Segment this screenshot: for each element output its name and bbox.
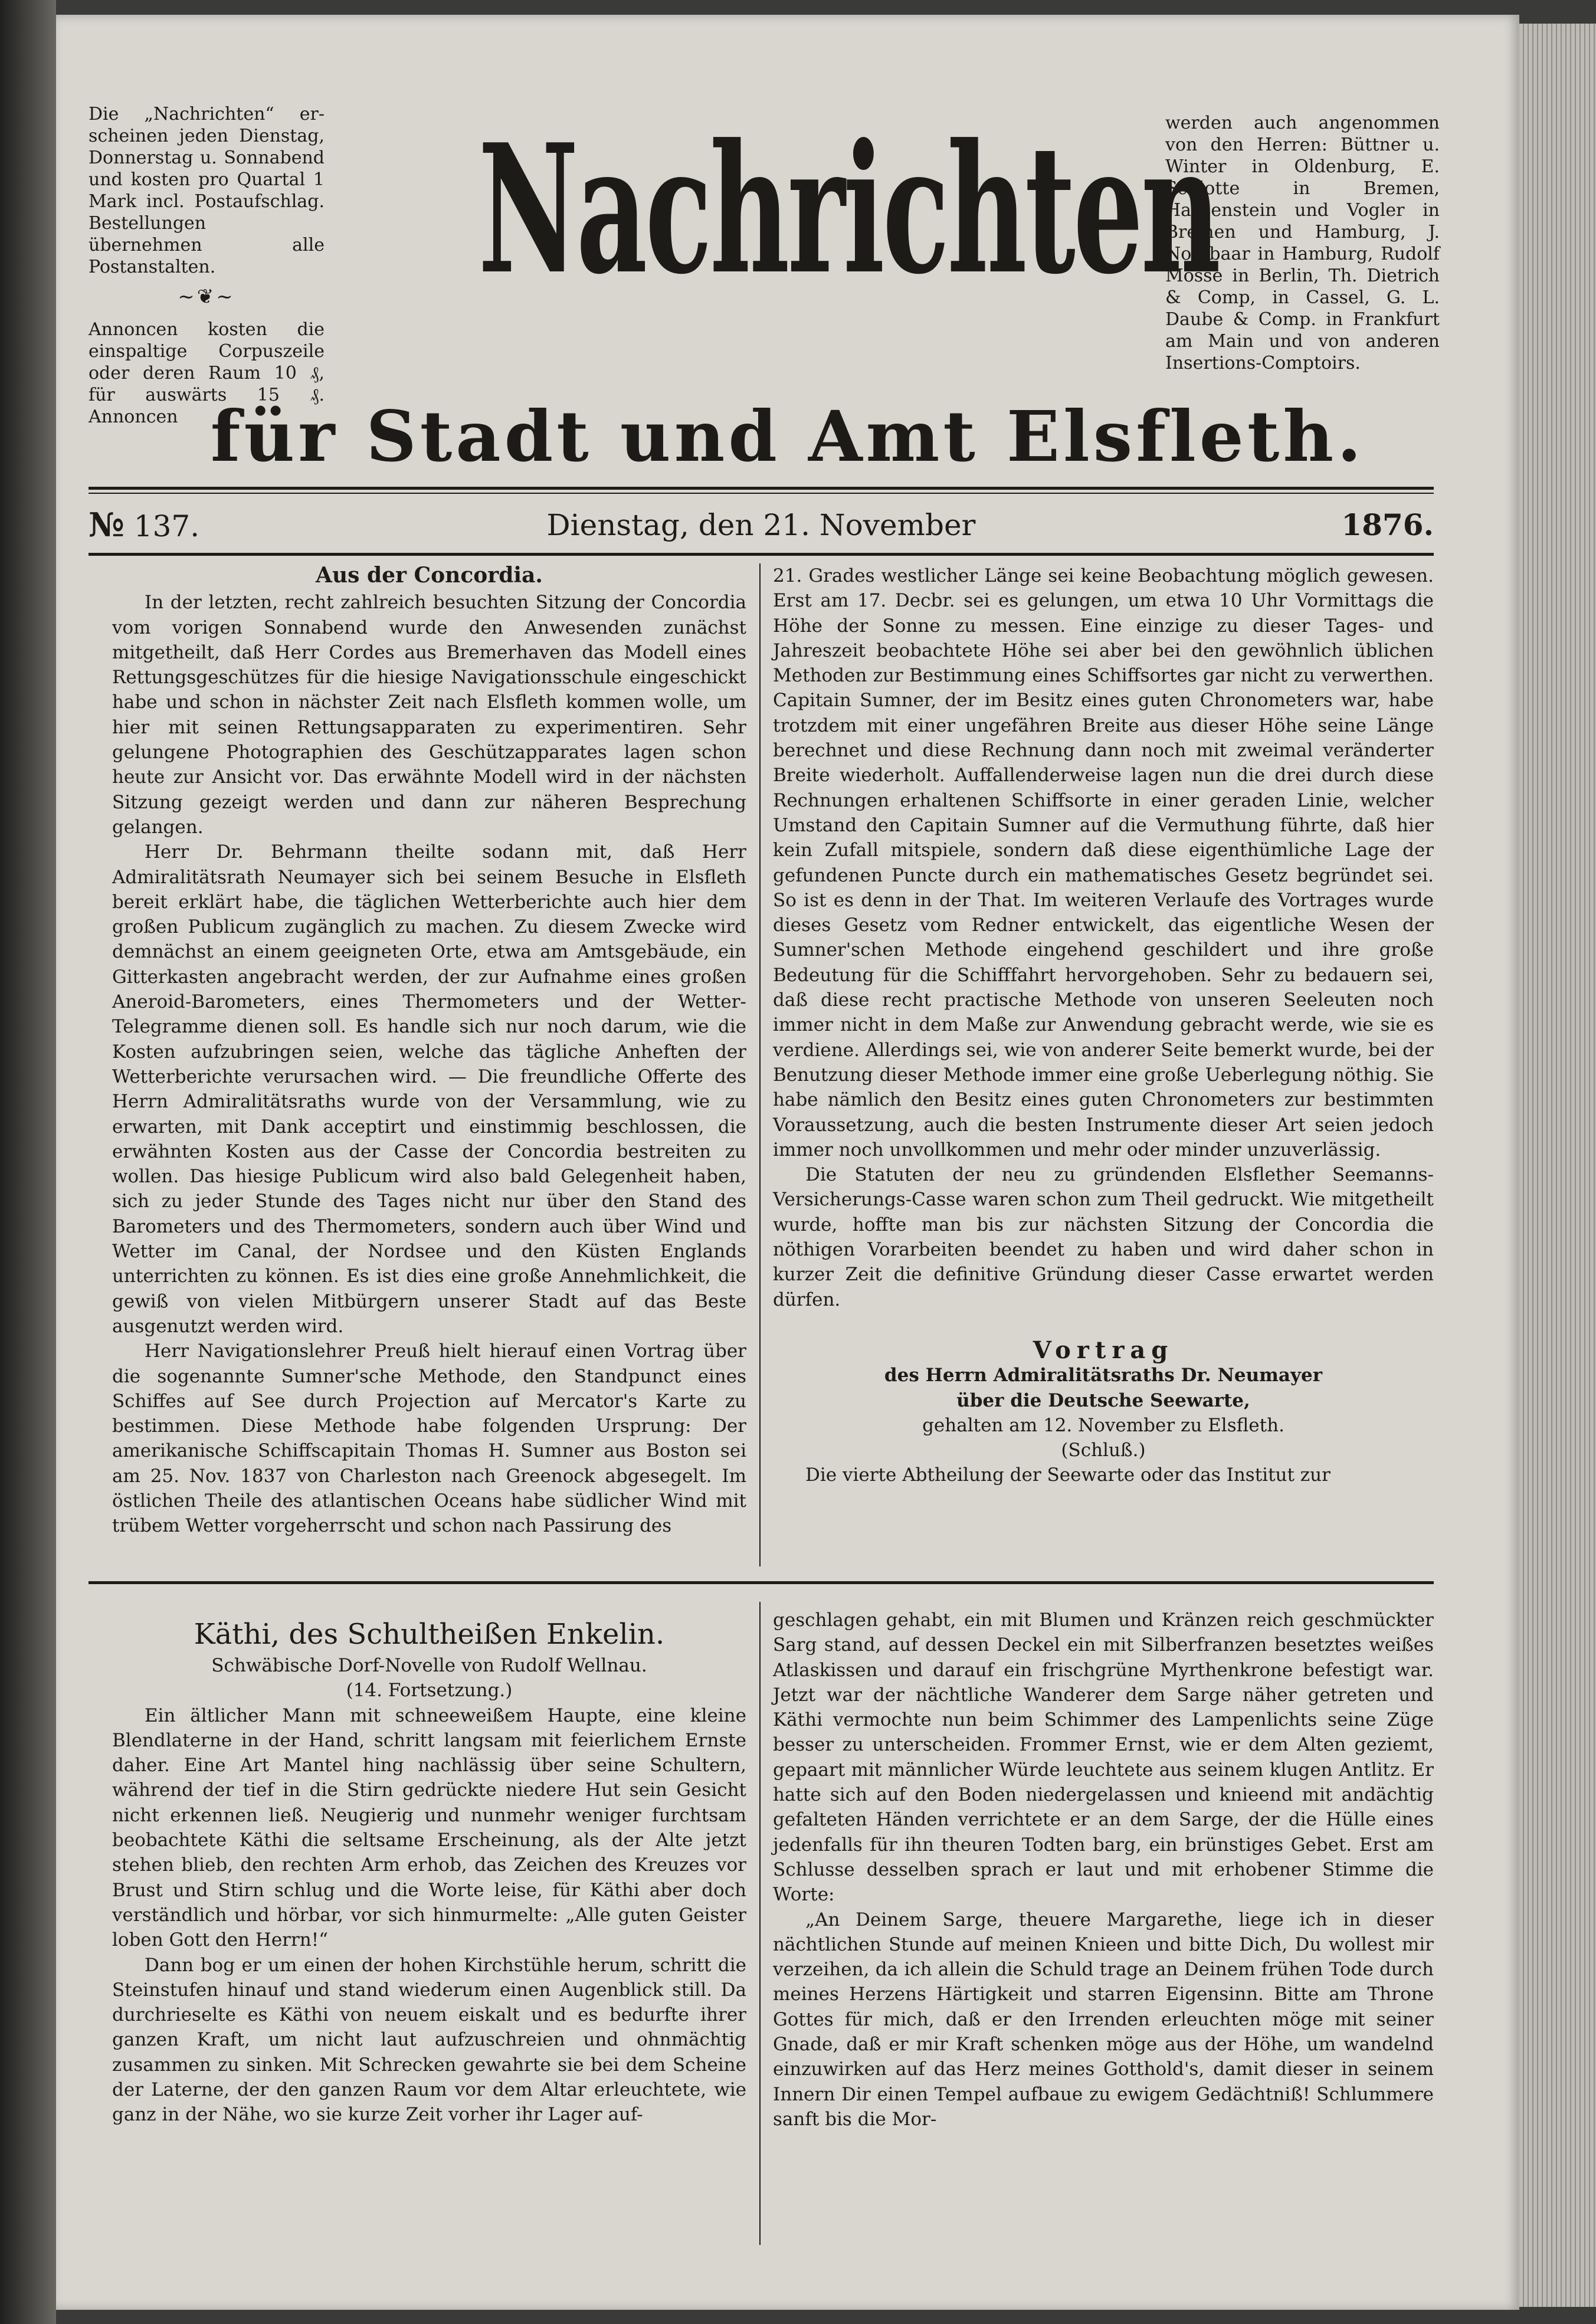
column-divider-bottom — [759, 1602, 761, 2245]
story-paragraph: Ein ältlicher Mann mit schneeweißem Haupte, eine kleine Blendlaterne in der Hand, schritt langsam mit feierlichem Ernste daher. Eine Art Mantel hing nachlässig über seine Schultern, während der tief in die Stirn gedrückte niedere Hut sein Gesicht nicht erkennen ließ. Neugierig und nunmehr weniger furchtsam beobachtete Käthi die seltsame Erscheinung, als der Alte jetzt stehen blieb, den rechten Arm erhob, das Zeichen des Kreuzes vor Brust und Stirn schlug und die Worte leise, für Käthi aber doch verständlich und hörbar, vor sich hinmurmelte: „Alle guten Geister loben Gott den Herrn!“ — [112, 1705, 746, 1951]
concordia-heading: Aus der Concordia. — [316, 563, 543, 588]
vortrag-line2: über die Deutsche Seewarte, — [956, 1389, 1250, 1411]
story-paragraph: „An Deinem Sarge, theuere Margarethe, liege ich in dieser nächtlichen Stunde auf meinen Knieen und bitte Dich, Du wollest mir verzeihen, da ich allein die Schuld trage an Deinem frühen Tode durch meines Herzens Härtigkeit und starren Eigensinn. Bitte am Throne Gottes für mich, daß er den Irrenden erleuchten möge mit seiner Gnade, daß er mir Kraft schenken möge aus der Höhe, um wandelnd einzuwirken auf das Herz meines Gotthold's, damit dieser in seinem Innern Dir einen Tempel aufbaue zu ewigem Gedächtniß! Schlummere sanft bis die Mor- — [773, 1909, 1434, 2130]
book-binding-edge — [0, 0, 56, 2324]
story-title: Käthi, des Schultheißen Enkelin. — [194, 1618, 665, 1651]
vortrag-title: Vortrag — [1033, 1336, 1174, 1364]
vortrag-text: Die vierte Abtheilung der Seewarte oder das Institut zur — [805, 1464, 1330, 1486]
vortrag-line3: gehalten am 12. November zu Elsfleth. — [922, 1414, 1284, 1436]
masthead-rule-top-thin — [89, 493, 1434, 494]
story-column-1 — [112, 1617, 746, 2128]
story-paragraph: Dann bog er um einen der hohen Kirchstühle herum, schritt die Steinstufen hinauf und stand wiederum einen Augenblick still. Da durchrieselte es Käthi von neuem eiskalt und es bedurfte ihrer ganzen Kraft, um nicht laut aufzuschreien und ohnmächtig zusammen zu sinken. Mit Schrecken gewahrte sie bei dem Scheine der Laterne, der den ganzen Raum vor dem Altar erleuchtete, wie ganz in der Nähe, wo sie kurze Zeit vorher ihr Lager auf- — [112, 1954, 746, 2126]
ad-pricing-text: Annoncen kosten die einspaltige Corpuszeile oder deren Raum 10 ₰, für auswärts 15 ₰. Annoncen — [89, 319, 325, 427]
feuilleton-rule — [89, 1581, 1434, 1584]
issue-date: Dienstag, den 21. November — [546, 508, 976, 542]
concordia-column-1 — [112, 560, 746, 1539]
subscription-notice — [89, 103, 325, 428]
subscription-text: Die „Nachrichten“ er- scheinen jeden Dienstag, Donnerstag u. Sonnabend und kosten pro Quartal 1 Mark incl. Postaufschlag. Bestellungen übernehmen alle Postanstalten. — [89, 104, 325, 277]
concordia-column-2 — [773, 563, 1434, 1488]
dateline — [89, 504, 1434, 546]
newspaper-page — [56, 15, 1519, 2310]
concordia-paragraph: Herr Dr. Behrmann theilte sodann mit, daß Herr Admiralitätsrath Neumayer sich bei seinem Besuche in Elsfleth bereit erklärt habe, die täglichen Wetterberichte auch hier dem großen Publicum zugänglich zu machen. Zu diesem Zwecke wird demnächst an einem geeigneten Orte, etwa am Amtsgebäude, ein Gitterkasten angebracht werden, der zur Aufnahme eines großen Aneroid-Barometers, eines Thermometers und der Wetter-Telegramme dienen soll. Es handle sich nur noch darum, wie die Kosten aufzubringen seien, welche das tägliche Anheften der Wetterberichte verursachen wird. — Die freundliche Offerte des Herrn Admiralitätsraths wurde von der Versammlung, wie zu erwarten, mit Dank acceptirt und einstimmig beschlossen, die erwähnten Kosten aus der Casse der Concordia bestreiten zu wollen. Das hiesige Publicum wird also bald Gelegenheit haben, sich zu jeder Stunde des Tages nicht nur über den Stand des Barometers und des Thermometers, sondern auch über Wind und Wetter im Canal, der Nordsee und den Küsten Englands unterrichten zu können. Es ist dies eine große Annehmlichkeit, die gewiß von vielen Mitbürgern unserer Stadt auf das Beste ausgenutzt werden wird. — [112, 841, 746, 1337]
vortrag-line1: des Herrn Admiralitätsraths Dr. Neumayer — [884, 1365, 1323, 1386]
story-paragraph: geschlagen gehabt, ein mit Blumen und Kränzen reich geschmückter Sarg stand, auf dessen Deckel ein mit Silberfranzen besetztes weißes Atlaskissen und darauf ein frischgrüne Myrthenkrone befestigt war. Jetzt war der nächtliche Wanderer dem Sarge näher getreten und Käthi vermochte nun beim Schimmer des Lampenlichts seine Züge besser zu unterscheiden. Frommer Ernst, wie er dem Alten geziemt, gepaart mit männlicher Würde leuchtete aus seinem klugen Antlitz. Er hatte sich auf den Boden niedergelassen und knieend mit andächtig gefalteten Händen verrichtete er an dem Sarge, der die Hülle eines jedenfalls für ihn theuren Todten barg, ein brünstiges Gebet. Erst am Schlusse desselben sprach er laut und mit erhobener Stimme die Worte: — [773, 1610, 1434, 1906]
story-subtitle: Schwäbische Dorf-Novelle von Rudolf Wellnau. — [211, 1655, 647, 1676]
vortrag-line4: (Schluß.) — [1061, 1440, 1146, 1461]
ad-agents-notice: werden auch angenommen von den Herren: Büttner u. Winter in Oldenburg, E. Schlotte in Bremen, Haasenstein und Vogler in Bremen und Hamburg, J. Nootbaar in Hamburg, Rudolf Mosse in Berlin, Th. Dietrich & Comp, in Cassel, G. L. Daube & Comp. in Frankfurt am Main und von anderen Insertions-Comptoirs. — [1165, 113, 1440, 373]
story-column-2 — [773, 1608, 1434, 2132]
story-installment: (14. Fortsetzung.) — [346, 1680, 513, 1702]
issue-year: 1876. — [1341, 507, 1434, 542]
concordia-paragraph: In der letzten, recht zahlreich besuchten Sitzung der Concordia vom vorigen Sonnabend wurde den Anwesenden zunächst mitgetheilt, daß Herr Cordes aus Bremerhaven das Modell eines Rettungsgeschützes für die hiesige Navigationsschule eingeschickt habe und schon in nächster Zeit nach Elsfleth kommen wolle, um hier mit seinen Rettungsapparaten zu experimentiren. Sehr gelungene Photographien des Geschützapparates lagen schon heute zur Ansicht vor. Das erwähnte Modell wird in der nächsten Sitzung gezeigt werden und dann zur näheren Besprechung gelangen. — [112, 592, 746, 838]
masthead-rule-top — [89, 487, 1434, 490]
newspaper-subtitle: für Stadt und Amt Elsfleth. — [210, 395, 1365, 477]
page-stack-edge — [1519, 24, 1596, 2307]
concordia-paragraph: Die Statuten der neu zu gründenden Elsflether Seemanns-Versicherungs-Casse waren schon zum Theil gedruckt. Wie mitgetheilt wurde, hoffte man bis zur nächsten Sitzung der Concordia die nöthigen Vorarbeiten beendet zu haben und wird daher schon in kurzer Zeit die definitive Gründung dieser Casse erwartet werden dürfen. — [773, 1164, 1434, 1310]
concordia-paragraph: Herr Navigationslehrer Preuß hielt hierauf einen Vortrag über die sogenannte Sumner'sche Methode, den Standpunct eines Schiffes auf See durch Projection auf Mercator's Karte zu bestimmen. Diese Methode habe folgenden Ursprung: Der amerikanische Schiffscapitain Thomas H. Sumner aus Boston sei am 25. Nov. 1837 von Charleston nach Greenock abgesegelt. Im östlichen Theile des atlantischen Oceans habe südlicher Wind mit trübem Wetter vorgeherrscht und schon nach Passirung des — [112, 1340, 746, 1537]
issue-number-value: 137. — [133, 509, 200, 543]
concordia-paragraph: 21. Grades westlicher Länge sei keine Beobachtung möglich gewesen. Erst am 17. Decbr. sei es gelungen, um etwa 10 Uhr Vormittags die Höhe der Sonne zu messen. Eine einzige zu dieser Tages- und Jahreszeit beobachtete Höhe sei aber bei den gewöhnlich üblichen Methoden zur Bestimmung eines Schiffsortes gar nicht zu verwerthen. Capitain Sumner, der im Besitz eines guten Chronometers war, habe trotzdem mit einer ungefähren Breite aus dieser Höhe seine Länge berechnet und diese Rechnung dann noch mit zweimal veränderter Breite wiederholt. Auffallenderweise lagen nun die drei durch diese Rechnungen erhaltenen Schiffsorte in einer geraden Linie, welcher Umstand den Capitain Sumner auf die Vermuthung führte, daß hier kein Zufall mitspiele, sondern daß diese eigenthümliche Lage der gefundenen Puncte durch ein mathematisches Gesetz begründet sei. So ist es denn in der That. Im weiteren Verlaufe des Vortrages wurde dieses Gesetz vom Redner entwickelt, das eigentliche Wesen der Sumner'schen Methode eingehend geschildert und ihre große Bedeutung für die Schifffahrt hervorgehoben. Sehr zu bedauern sei, daß diese recht practische Methode von unseren Seeleuten noch immer nicht in dem Maße zur Anwendung gebracht werde, wie sie es verdiene. Allerdings sei, wie von anderer Seite bemerkt wurde, bei der Benutzung dieser Methode immer eine große Ueberlegung nöthig. Sie habe nämlich den Besitz eines guten Chronometers zur bestimmten Voraussetzung, auch die besten Instrumente dieser Art seien jedoch immer noch unvollkommen und mehr oder minder unzuverlässig. — [773, 565, 1434, 1161]
newspaper-title: Nachrichten — [478, 105, 1219, 313]
number-sign: № — [89, 506, 124, 545]
dateline-rule — [89, 553, 1434, 556]
column-divider-top — [759, 563, 761, 1566]
ornament-divider: ~❦~ — [178, 285, 235, 309]
